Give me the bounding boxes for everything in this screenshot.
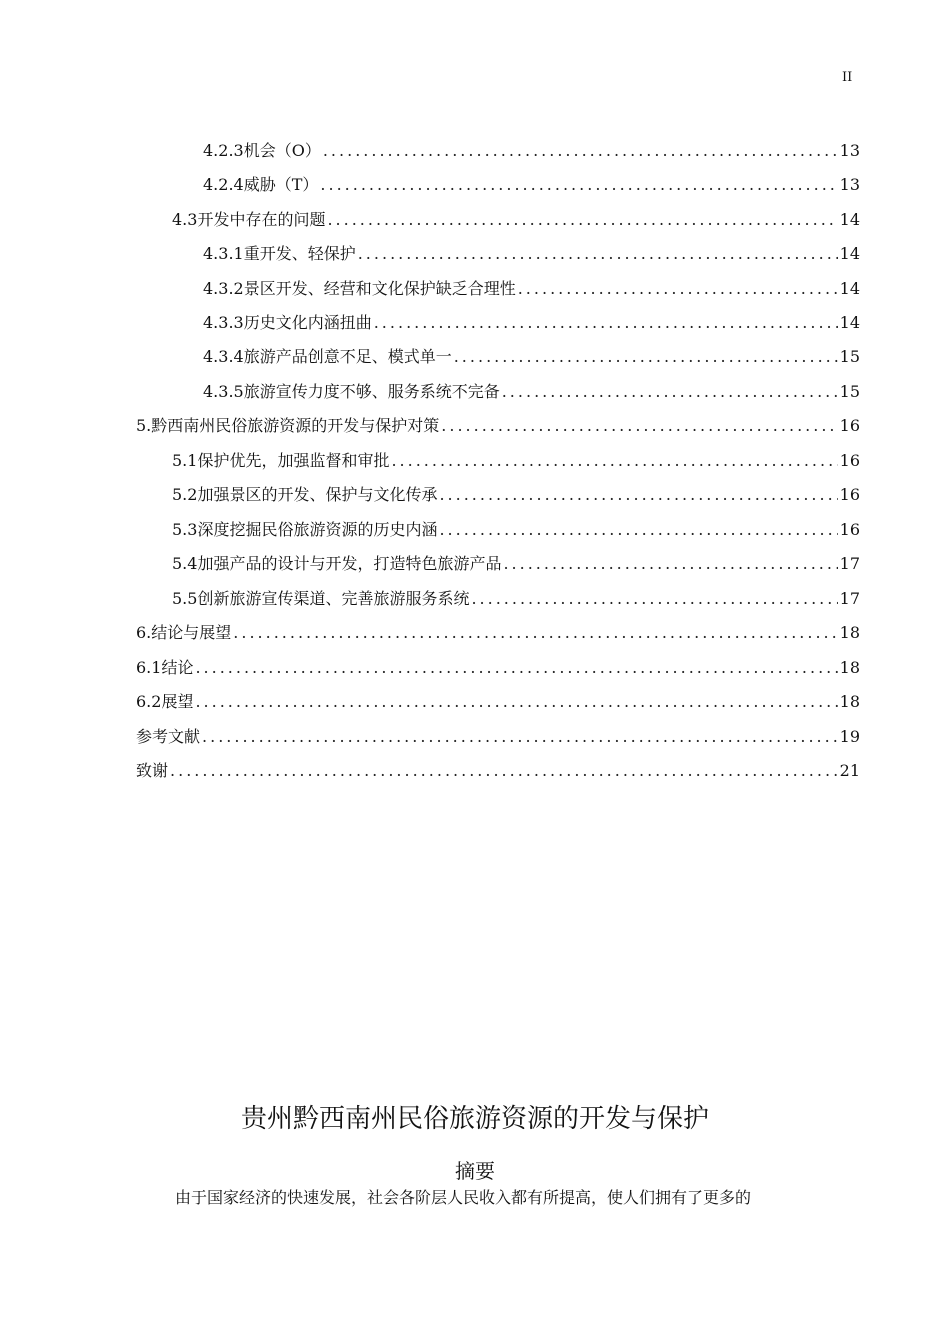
toc-entry-page: 14 <box>839 210 860 229</box>
toc-entry-label: 5.5创新旅游宣传渠道、完善旅游服务系统 <box>172 589 470 608</box>
toc-entry[interactable] <box>172 207 860 233</box>
toc-entry[interactable] <box>203 172 860 198</box>
toc-entry[interactable] <box>203 344 860 370</box>
toc-entry[interactable] <box>172 551 860 577</box>
toc-entry-label: 4.3.4旅游产品创意不足、模式单一 <box>203 347 452 366</box>
toc-entry-page: 14 <box>839 244 860 263</box>
toc-entry[interactable] <box>172 586 860 612</box>
dot-leader <box>441 416 837 435</box>
toc-entry-label: 4.2.3机会（O） <box>203 141 321 160</box>
toc-entry[interactable] <box>136 689 860 715</box>
abstract-paragraph: 由于国家经济的快速发展，社会各阶层人民收入都有所提高，使人们拥有了更多的 <box>175 1188 752 1207</box>
toc-entry-page: 13 <box>839 141 860 160</box>
toc-entry-label: 5.黔西南州民俗旅游资源的开发与保护对策 <box>136 416 440 435</box>
toc-entry-label: 4.3.2景区开发、经营和文化保护缺乏合理性 <box>203 279 516 298</box>
toc-entry[interactable] <box>136 655 860 681</box>
toc-entry-page: 15 <box>839 382 860 401</box>
dot-leader <box>195 658 837 677</box>
toc-entry-label: 4.3.5旅游宣传力度不够、服务系统不完备 <box>203 382 500 401</box>
toc-entry[interactable] <box>203 379 860 405</box>
toc-entry-page: 14 <box>839 313 860 332</box>
toc-entry-page: 15 <box>839 347 860 366</box>
toc-entry-page: 19 <box>839 727 860 746</box>
toc-entry-page: 13 <box>839 175 860 194</box>
toc-entry-page: 21 <box>839 761 860 780</box>
toc-entry-page: 16 <box>839 520 860 539</box>
toc-entry[interactable] <box>203 138 860 164</box>
toc-entry-label: 参考文献 <box>136 727 201 746</box>
toc-entry-label: 5.2加强景区的开发、保护与文化传承 <box>172 485 438 504</box>
toc-entry-page: 14 <box>839 279 860 298</box>
toc-entry-label: 5.3深度挖掘民俗旅游资源的历史内涵 <box>172 520 438 539</box>
toc-entry-label: 6.2展望 <box>136 692 194 711</box>
toc-entry-page: 17 <box>839 554 860 573</box>
toc-entry[interactable] <box>136 758 860 784</box>
dot-leader <box>327 210 837 229</box>
document-title: 贵州黔西南州民俗旅游资源的开发与保护 <box>240 1104 709 1134</box>
dot-leader <box>471 589 837 608</box>
abstract-heading: 摘要 <box>455 1159 495 1183</box>
toc-entry-label: 5.4加强产品的设计与开发，打造特色旅游产品 <box>172 554 502 573</box>
toc-entry-label: 致谢 <box>136 761 169 780</box>
dot-leader <box>454 347 838 366</box>
dot-leader <box>323 141 838 160</box>
toc-entry[interactable] <box>203 310 860 336</box>
toc-entry-label: 4.2.4威胁（T） <box>203 175 319 194</box>
dot-leader <box>439 485 837 504</box>
toc-entry-page: 16 <box>839 451 860 470</box>
toc-entry[interactable] <box>203 276 860 302</box>
dot-leader <box>439 520 837 539</box>
dot-leader <box>374 313 838 332</box>
dot-leader <box>195 692 837 711</box>
toc-entry-label: 5.1保护优先，加强监督和审批 <box>172 451 390 470</box>
toc-entry-label: 6.1结论 <box>136 658 194 677</box>
toc-entry-label: 4.3.1重开发、轻保护 <box>203 244 356 263</box>
dot-leader <box>518 279 838 298</box>
toc-entry[interactable] <box>172 517 860 543</box>
dot-leader <box>502 382 838 401</box>
toc-entry-page: 17 <box>839 589 860 608</box>
toc-entry-label: 4.3开发中存在的问题 <box>172 210 326 229</box>
dot-leader <box>170 761 838 780</box>
toc-entry[interactable] <box>172 448 860 474</box>
toc-entry-label: 6.结论与展望 <box>136 623 232 642</box>
dot-leader <box>320 175 837 194</box>
toc-entry[interactable] <box>136 620 860 646</box>
toc-entry[interactable] <box>172 482 860 508</box>
dot-leader <box>391 451 837 470</box>
dot-leader <box>202 727 838 746</box>
toc-entry-page: 18 <box>839 692 860 711</box>
dot-leader <box>358 244 838 263</box>
toc-entry[interactable] <box>203 241 860 267</box>
toc-entry[interactable] <box>136 724 860 750</box>
toc-entry[interactable] <box>136 413 860 439</box>
dot-leader <box>503 554 837 573</box>
dot-leader <box>233 623 837 642</box>
toc-entry-page: 16 <box>839 416 860 435</box>
toc-entry-page: 18 <box>839 658 860 677</box>
page-number: II <box>842 70 853 85</box>
toc-entry-label: 4.3.3历史文化内涵扭曲 <box>203 313 372 332</box>
toc-entry-page: 18 <box>839 623 860 642</box>
toc-entry-page: 16 <box>839 485 860 504</box>
